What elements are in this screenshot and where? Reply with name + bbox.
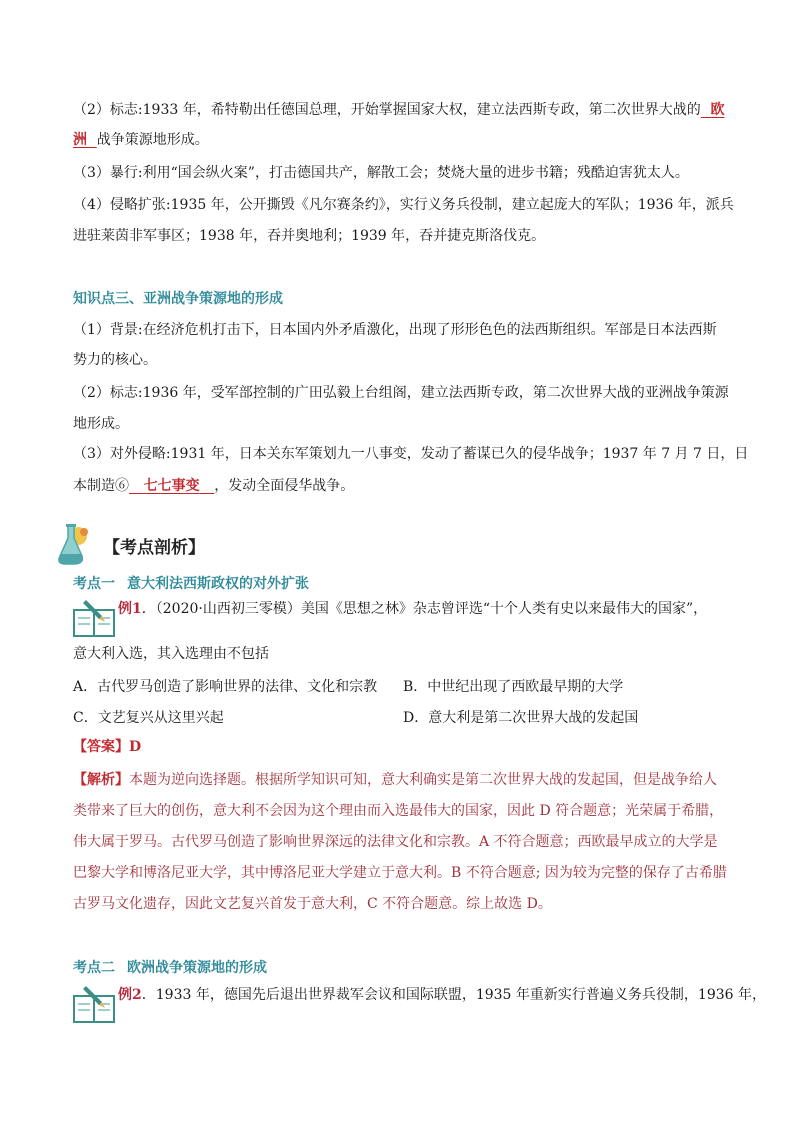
blank-answer-europe-cont: 洲 [73,132,87,148]
analysis-line-5: 古罗马文化遗存，因此文艺复兴首发于意大利，C 不符合题意。综上故选 D。 [73,896,552,912]
option-d[interactable]: D．意大利是第二次世界大战的发起国 [403,710,639,726]
asia-item-3-line-1: （3）对外侵略:1931 年，日本关东军策划九一八事变，发动了蓄谋已久的侵华战争；1937 年 7 月 7 日，日 [73,446,749,462]
asia-item-1-line-1: （1）背景:在经济危机打击下，日本国内外矛盾激化，出现了形形色色的法西斯组织。军部是日本法西斯 [73,322,717,338]
blank-answer-europe: 欧 [710,102,725,118]
asia-item-1-line-2: 势力的核心。 [73,352,157,368]
book-pencil-icon [72,982,116,1024]
analysis-section-header: 【考点剖析】 [103,538,205,558]
asia-item-2-line-2: 地形成。 [73,416,129,432]
asia-item-2-line-1: （2）标志:1936 年，受军部控制的广田弘毅上台组阁，建立法西斯专政，第二次世界大战的亚洲战争策源 [73,385,729,401]
kp1-question-line-1: 例1．（2020·山西初三零模）美国《思想之林》杂志曾评选“十个人类有史以来最伟大的国家”， [118,601,708,617]
asia-item-3-line-2: 本制造⑥ 七七事变 ，发动全面侵华战争。 [73,478,355,494]
analysis-line-4: 巴黎大学和博洛尼亚大学，其中博洛尼亚大学建立于意大利。B 不符合题意; 因为较为完整的保存了古希腊 [73,865,727,881]
item-4-line-2: 进驻莱茵非军事区；1938 年，吞并奥地利；1939 年，吞并捷克斯洛伐克。 [73,228,546,244]
section-title-asia: 知识点三、亚洲战争策源地的形成 [73,291,283,307]
item-3: （3）暴行:利用“国会纵火案”，打击德国共产，解散工会；焚烧大量的进步书籍；残酷迫害犹太人。 [73,165,689,181]
item-2-line-2: 洲 战争策源地形成。 [73,132,209,148]
kp1-question-line-2: 意大利入选，其入选理由不包括 [73,646,269,662]
blank-answer-july7: 七七事变 [143,478,200,494]
kp2-title: 考点二 欧洲战争策源地的形成 [73,960,267,976]
kp2-question-line-1: 例2．1933 年，德国先后退出世界裁军会议和国际联盟，1935 年重新实行普遍义务兵役制，1936 年， [118,987,766,1003]
analysis-line-1: 【解析】本题为逆向选择题。根据所学知识可知，意大利确实是第二次世界大战的发起国，但是战争给人 [73,772,717,788]
analysis-line-2: 类带来了巨大的创伤，意大利不会因为这个理由而入选最伟大的国家，因此 D 符合题意；光荣属于希腊， [73,803,724,819]
option-a[interactable]: A．古代罗马创造了影响世界的法律、文化和宗教 [73,679,378,695]
answer-line: 【答案】D [73,739,142,755]
analysis-line-3: 伟大属于罗马。古代罗马创造了影响世界深远的法律文化和宗教。A 不符合题意；西欧最早成立的大学是 [73,834,718,850]
option-c[interactable]: C．文艺复兴从这里兴起 [73,710,224,726]
flask-icon [48,522,98,568]
item-4-line-1: （4）侵略扩张:1935 年，公开撕毁《凡尔赛条约》，实行义务兵役制，建立起庞大的军队；1936 年，派兵 [73,197,734,213]
kp1-title: 考点一 意大利法西斯政权的对外扩张 [73,576,309,592]
item-2-line-1: （2）标志:1933 年，希特勒出任德国总理，开始掌握国家大权，建立法西斯专政，第二次世界大战的 欧 [73,102,725,118]
book-pencil-icon [72,596,116,638]
option-b[interactable]: B．中世纪出现了西欧最早期的大学 [403,679,624,695]
